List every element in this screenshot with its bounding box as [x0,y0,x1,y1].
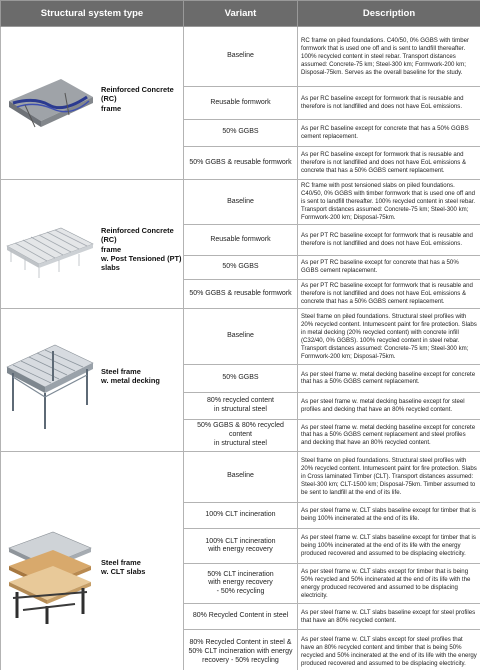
system-label-line: w. CLT slabs [101,567,146,577]
variant-cell [184,279,298,308]
variant-label: 80% Recycled Content in steel [192,612,289,620]
variant-label: 50% GGBS & 80% recycled content [197,422,284,438]
variant-cell [184,452,298,503]
description-cell: RC frame on piled foundations. C40/50, 0% GGBS with timber formwork that is used one off and is sent to landfill thereafter. 100% recycled content in steel rebar. Transport distances assumed: Concrete-75 km; Steel-300 km; Formwork-200 km; Disposal-75km. Serves as the overall baseline for the study. [298,27,480,87]
description-cell: RC frame with post tensioned slabs on piled foundations. C40/50, 0% GGBS with timber formwork that is used one off and is sent to landfill thereafter. 100% recycled content in steel rebar. Transport distances assumed: Concrete-75 km; Steel-300 km; Formwork-200 km; Disposal-75km. [298,180,480,225]
variant-cell [184,27,298,87]
variant-label: Baseline [227,332,254,340]
variant-cell [184,87,298,119]
description-cell: As per PT RC baseline except for formwork that is reusable and therefore is not landfilled and does not have EoL emissions & concrete that has a 50% GGBS cement replacement. [298,279,480,308]
variant-cell [184,180,298,225]
system-label-line: Steel frame [101,558,141,567]
description-cell: Steel frame on piled foundations. Structural steel profiles with 20% recycled content. Intumescent paint for fire protection. Slabs in Cross laminated Timber (CLT). Transport distances assumed: Steel-300 km; CLT-1500 km; Disposal-75km. Timber assumed to be sent to landfill at the end of its life. [298,452,480,503]
variant-label: with energy recovery [208,546,273,554]
variant-cell [184,365,298,392]
variant-label: 80% recycled content [207,396,274,404]
description-cell: As per RC baseline except for formwork that is reusable and therefore is not landfilled and does not have EoL emissions. [298,87,480,119]
system-cell-rc-pt-frame [1,180,184,309]
variant-cell [184,255,298,279]
variant-label: 50% CLT incineration with energy [188,647,293,655]
description-cell: As per steel frame w. CLT slabs except for timber that is being 50% recycled and 50% incinerated at the end of its life with the energy produced recovered and assumed to be displacing electricity. [298,564,480,604]
system-cell-rc-frame [1,27,184,180]
variant-label: Baseline [227,197,254,205]
table-header-row [1,1,480,27]
description-cell: As per PT RC baseline except for formwork that is reusable and therefore is not landfilled and does not have EoL emissions. [298,225,480,255]
table-row [1,452,480,503]
system-label-line: frame [101,103,122,113]
description-cell: As per steel frame w. metal decking baseline except for steel profiles and decking that have an 80% recycled content. [298,392,480,419]
variant-cell [184,392,298,419]
variant-label: with energy recovery [208,579,273,587]
variant-label: 50% GGBS [222,374,259,382]
table-row [1,27,480,87]
steel-decking-illustration [3,331,95,431]
header-description: Description [298,1,480,27]
system-label-line: Reinforced Concrete (RC) [101,226,174,245]
variant-label: 100% CLT incineration [205,537,276,545]
variant-cell [184,529,298,564]
variant-label: 50% GGBS [222,128,259,136]
concrete-slab-illustration [5,67,95,137]
variant-label: in structural steel [214,439,267,447]
description-cell: As per steel frame w. CLT slabs baseline except for timber that is being 100% incinerated at the end of its life with the energy produced recovered and assumed to be displacing electricity. [298,529,480,564]
variant-label: in structural steel [214,405,267,413]
description-cell: Steel frame on piled foundations. Structural steel profiles with 20% recycled content. Intumescent paint for fire protection. Slabs in metal decking (20% recycled content) with concrete infill (C32/40, 0% GGBS). 100% recycled content in steel rebar. Transport distances assumed: Concrete-75 km; Steel-300 km; Formwork-200 km; Disposal-75km. [298,309,480,365]
variant-label: 80% Recycled Content in steel & [189,639,292,647]
description-cell: As per steel frame w. CLT slabs baseline except for timber that is being 100% incinerated at the end of its life. [298,502,480,528]
variant-label: 50% GGBS & reusable formwork [189,289,292,297]
system-label-line: Steel frame [101,367,141,376]
variant-cell [184,630,298,670]
variant-label: Reusable formwork [210,98,271,106]
description-cell: As per RC baseline except for formwork that is reusable and therefore is not landfilled and does not have EoL emissions & concrete that has a 50% GGBS cement replacement. [298,146,480,179]
variant-label: 50% GGBS & reusable formwork [189,158,292,166]
variant-label: 100% CLT incineration [205,510,276,518]
system-cell-steel-decking [1,309,184,452]
variant-label: Reusable formwork [210,235,271,243]
system-cell-steel-clt [1,452,184,670]
variant-cell [184,119,298,146]
variant-cell [184,604,298,630]
system-label-line: Reinforced Concrete (RC) [101,85,174,104]
pt-slab-illustration [3,216,95,282]
description-cell: As per steel frame w. CLT slabs except for steel profiles that have an 80% recycled content and timber that is being 50% recycled and 50% incinerated at the end of its life with the energy produced recovered and assumed to be displacing electricity. [298,630,480,670]
variant-label: 50% GGBS [222,262,259,270]
clt-slabs-illustration [3,526,95,626]
variant-cell [184,309,298,365]
variant-label: recovery - 50% recycling [202,656,279,664]
variant-label: Baseline [227,52,254,60]
variant-cell [184,419,298,451]
header-variant: Variant [184,1,298,27]
variant-cell [184,146,298,179]
header-structural-system-type: Structural system type [1,1,184,27]
description-cell: As per PT RC baseline except for concrete that has a 50% GGBS cement replacement. [298,255,480,279]
description-cell: As per RC baseline except for concrete that has a 50% GGBS cement replacement. [298,119,480,146]
variant-cell [184,225,298,255]
variant-cell [184,564,298,604]
description-cell: As per steel frame w. metal decking baseline except for concrete that has a 50% GGBS cement replacement and steel profiles and decking that have an 80% recycled content. [298,419,480,451]
table-row [1,180,480,225]
system-label-line: w. metal decking [101,376,160,386]
variant-label: - 50% recycling [216,588,265,596]
system-label-line: frame [101,244,122,254]
description-cell: As per steel frame w. CLT slabs baseline except for steel profiles that have an 80% recycled content. [298,604,480,630]
system-label-line: w. Post Tensioned (PT) slabs [101,253,182,272]
table-row [1,309,480,365]
description-cell: As per steel frame w. metal decking baseline except for concrete that has a 50% GGBS cement replacement. [298,365,480,392]
variant-label: 50% CLT incineration [207,570,274,578]
variant-label: Baseline [227,472,254,480]
variant-cell [184,502,298,528]
